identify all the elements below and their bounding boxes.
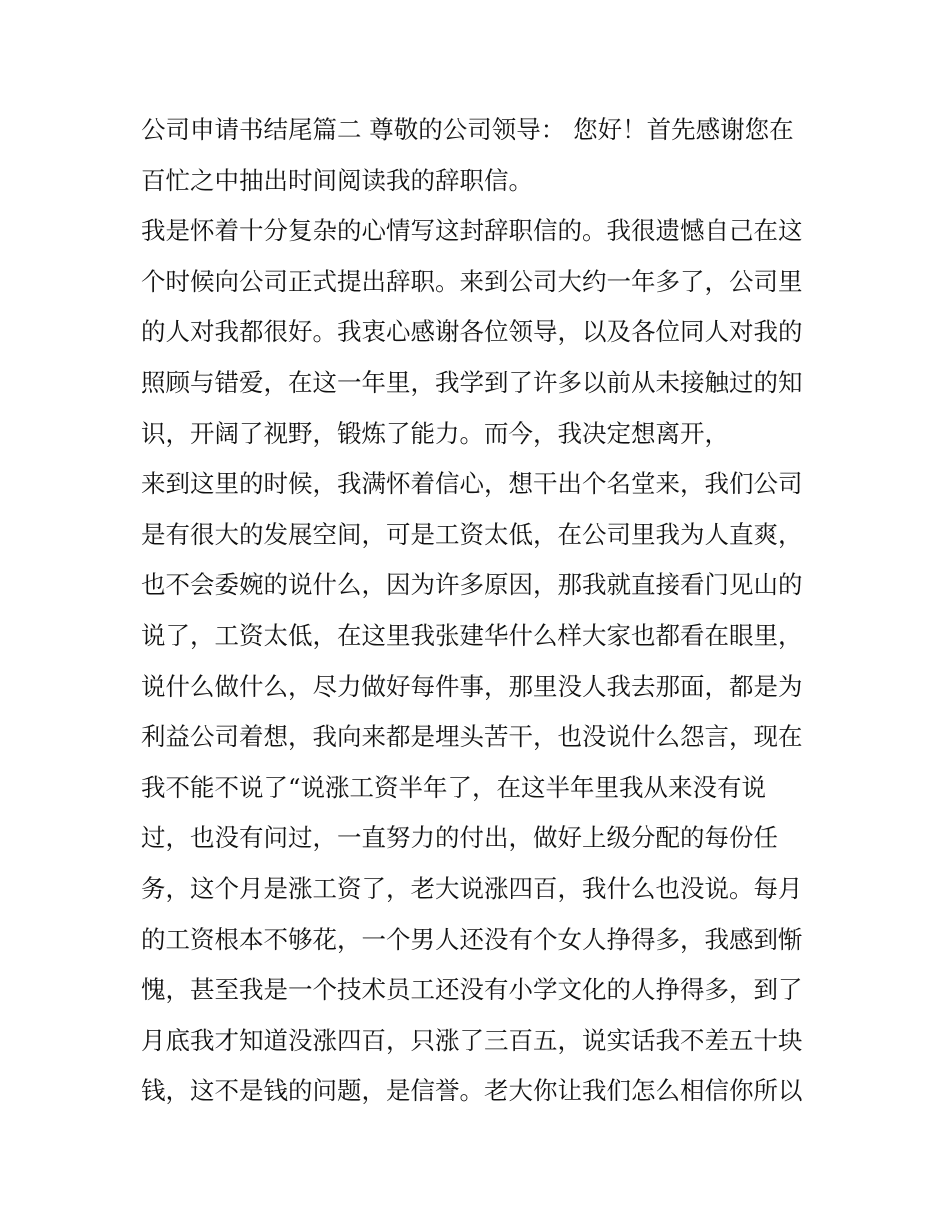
text-line: 我不能不说了“说涨工资半年了，在这半年里我从来没有说 — [141, 773, 767, 802]
text-line: 是有很大的发展空间，可是工资太低，在公司里我为人直爽， — [141, 520, 803, 549]
text-line: 百忙之中抽出时间阅读我的辞职信。 — [141, 166, 533, 195]
text-line: 说什么做什么，尽力做好每件事，那里没人我去那面，都是为 — [141, 672, 803, 701]
text-line: 识，开阔了视野，锻炼了能力。而今，我决定想离开， — [141, 419, 729, 448]
text-line: 也不会委婉的说什么，因为许多原因，那我就直接看门见山的 — [141, 570, 803, 599]
text-line: 钱，这不是钱的问题，是信誉。老大你让我们怎么相信你所以 — [141, 1076, 803, 1105]
text-line: 的工资根本不够花，一个男人还没有个女人挣得多，我感到惭 — [141, 925, 803, 954]
text-line: 照顾与错爱，在这一年里，我学到了许多以前从未接触过的知 — [141, 368, 803, 397]
text-line: 来到这里的时候，我满怀着信心，想干出个名堂来，我们公司 — [141, 469, 803, 498]
text-line: 我是怀着十分复杂的心情写这封辞职信的。我很遗憾自己在这 — [141, 216, 803, 245]
text-line: 个时候向公司正式提出辞职。来到公司大约一年多了，公司里 — [141, 267, 803, 296]
text-line: 过，也没有问过，一直努力的付出，做好上级分配的每份任 — [141, 823, 778, 852]
text-line: 务，这个月是涨工资了，老大说涨四百，我什么也没说。每月 — [141, 874, 803, 903]
text-line: 利益公司着想，我向来都是埋头苦干，也没说什么怨言，现在 — [141, 722, 803, 751]
text-line: 说了，工资太低，在这里我张建华什么样大家也都看在眼里， — [141, 621, 803, 650]
text-line: 愧，甚至我是一个技术员工还没有小学文化的人挣得多，到了 — [141, 975, 803, 1004]
text-line: 月底我才知道没涨四百，只涨了三百五，说实话我不差五十块 — [141, 1026, 803, 1055]
text-line: 的人对我都很好。我衷心感谢各位领导，以及各位同人对我的 — [141, 317, 803, 346]
text-line: 公司申请书结尾篇二 尊敬的公司领导： 您好！首先感谢您在 — [141, 115, 794, 144]
